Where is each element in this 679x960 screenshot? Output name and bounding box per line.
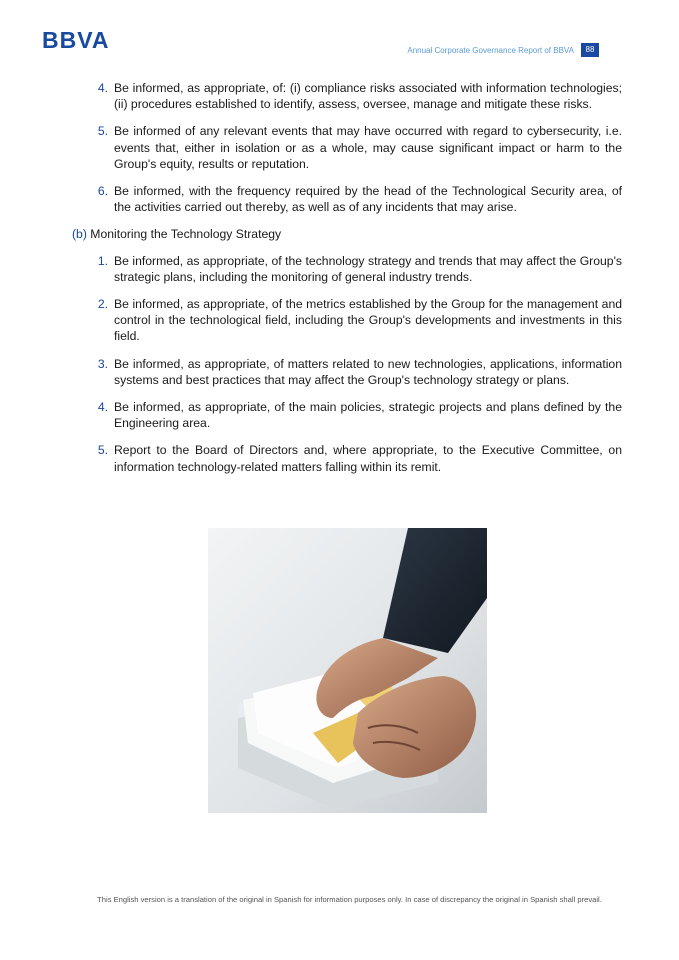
list-item — [72, 183, 622, 215]
page-number: 88 — [581, 43, 599, 57]
item-number: 6. — [97, 184, 108, 199]
item-number: 2. — [97, 297, 108, 312]
item-number: 4. — [97, 81, 108, 95]
item-text: Be informed, as appropriate, of the main policies, strategic projects and plans defined by the Engineering area. — [114, 400, 622, 431]
item-number: 1. — [97, 253, 108, 268]
list-item — [72, 296, 622, 345]
list-item — [72, 123, 622, 172]
item-text: Be informed of any relevant events that may have occurred with regard to cybersecurity, i.e. events that, either in isolation or as a whole, may cause significant impact or harm to the Group's equity, results or reputation. — [114, 124, 622, 171]
bbva-logo: BBVA — [42, 27, 110, 53]
report-title: Annual Corporate Governance Report of BBVA — [407, 46, 574, 55]
section-title: Monitoring the Technology Strategy — [90, 227, 282, 242]
list-item — [72, 80, 622, 112]
item-number: 5. — [97, 443, 108, 458]
item-number: 3. — [97, 356, 108, 371]
list-item — [72, 399, 622, 431]
document-photo — [208, 528, 487, 813]
list-item — [72, 442, 622, 474]
footer-disclaimer: This English version is a translation of the original in Spanish for information purposes only. In case of discrepancy the original in Spanish shall prevail. — [97, 895, 602, 904]
item-text: Be informed, with the frequency required by the head of the Technological Security area, of the activities carried out thereby, as well as of any incidents that may arise. — [114, 184, 622, 215]
item-text: Be informed, as appropriate, of: (i) compliance risks associated with information technologies; (ii) procedures established to identify, assess, oversee, manage and mitigate these risks. — [114, 81, 622, 112]
list-item — [72, 253, 622, 285]
item-text: Be informed, as appropriate, of matters related to new technologies, applications, information systems and best practices that may affect the Group's technology strategy or plans. — [114, 356, 622, 387]
hands-with-papers-image — [208, 528, 487, 813]
list-item — [72, 356, 622, 388]
section-label: (b) — [72, 227, 87, 242]
item-text: Report to the Board of Directors and, where appropriate, to the Executive Committee, on information technology-related matters falling within its remit. — [114, 443, 622, 474]
item-number: 4. — [97, 400, 108, 415]
item-text: Be informed, as appropriate, of the technology strategy and trends that may affect the Group's strategic plans, including the monitoring of general industry trends. — [114, 253, 622, 284]
item-text: Be informed, as appropriate, of the metrics established by the Group for the management and control in the technological field, including the Group's developments and investments in this field. — [114, 297, 622, 344]
main-content — [72, 80, 622, 486]
item-number: 5. — [97, 124, 108, 139]
section-heading — [72, 226, 622, 242]
